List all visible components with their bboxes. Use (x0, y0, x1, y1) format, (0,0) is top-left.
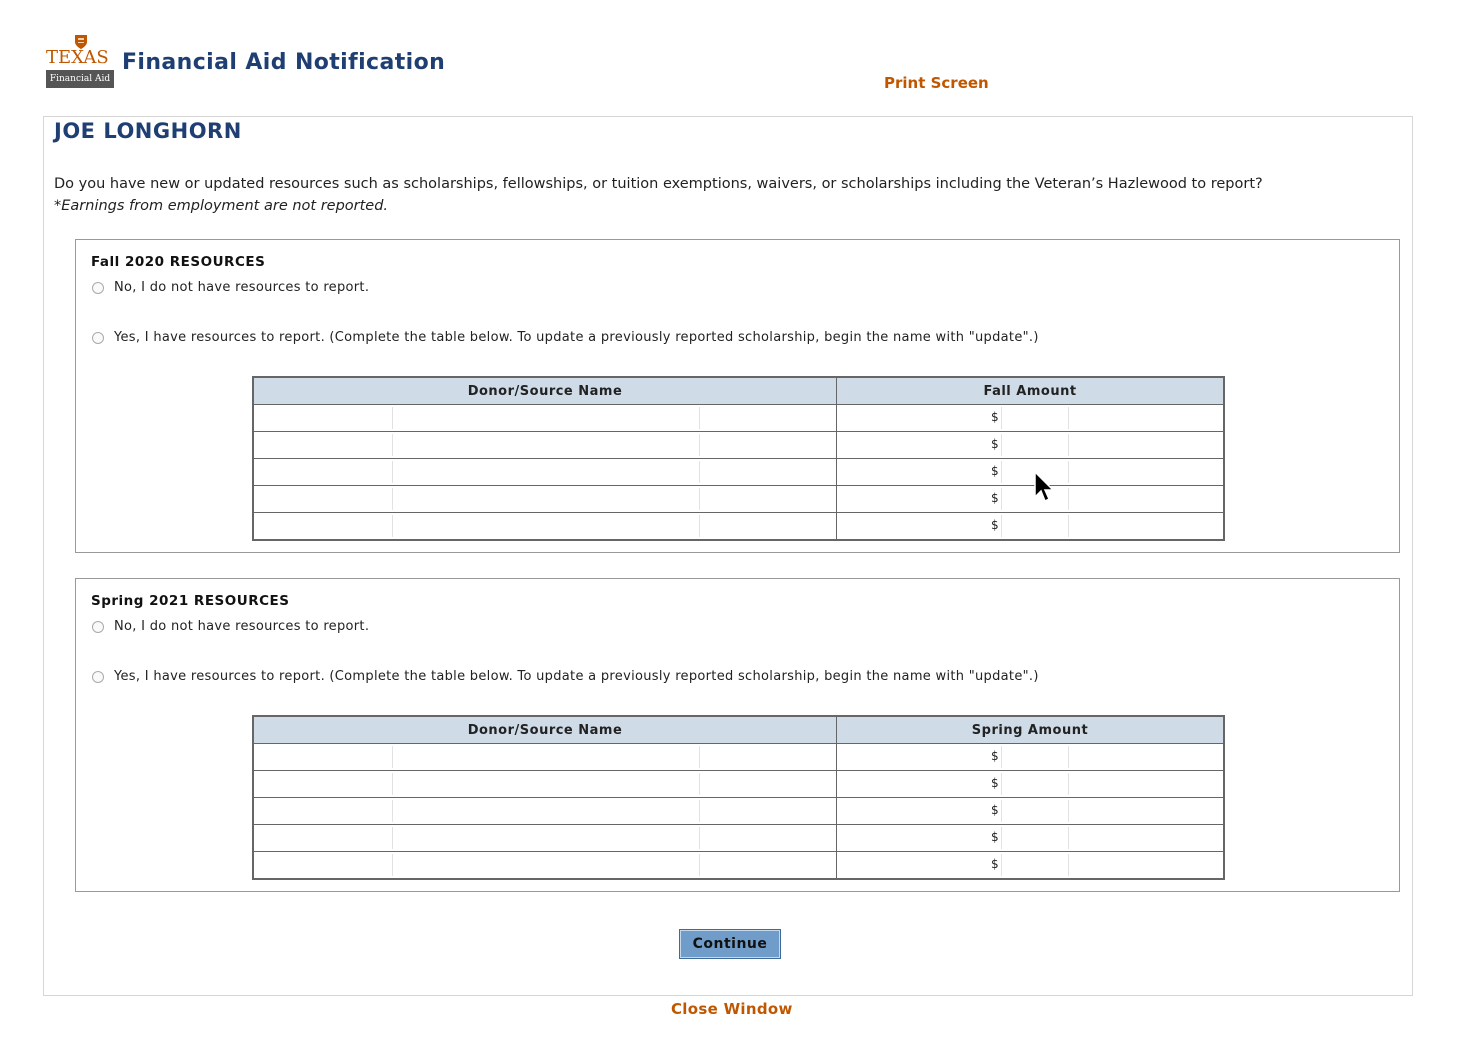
fall-resources-section (75, 239, 1400, 553)
section-title: Spring 2021 RESOURCES (91, 593, 290, 609)
currency-label: $ (991, 518, 999, 532)
table-row (253, 513, 1224, 541)
question-text: Do you have new or updated resources such as scholarships, fellowships, or tuition exemptions, waivers, or scholarships including the Veteran’s Hazlewood to report? (54, 176, 1263, 192)
column-header-amount: Spring Amount (837, 716, 1225, 744)
amount-input[interactable] (1001, 854, 1069, 876)
column-header-name: Donor/Source Name (253, 377, 837, 405)
amount-input[interactable] (1001, 407, 1069, 429)
amount-input[interactable] (1001, 773, 1069, 795)
currency-label: $ (991, 464, 999, 478)
radio-button[interactable] (92, 332, 104, 344)
amount-input[interactable] (1001, 434, 1069, 456)
fall-option-no[interactable] (92, 280, 369, 295)
fall-resources-table (252, 376, 1225, 541)
spring-option-yes[interactable] (92, 669, 1039, 684)
donor-name-input[interactable] (392, 773, 700, 795)
option-label: Yes, I have resources to report. (Complete the table below. To update a previously reported scholarship, begin the name with "update".) (114, 330, 1039, 345)
currency-label: $ (991, 437, 999, 451)
section-title: Fall 2020 RESOURCES (91, 254, 266, 270)
close-window-link[interactable]: Close Window (671, 1000, 793, 1018)
table-row (253, 744, 1224, 771)
donor-name-input[interactable] (392, 488, 700, 510)
currency-label: $ (991, 857, 999, 871)
spring-resources-table (252, 715, 1225, 880)
column-header-amount: Fall Amount (837, 377, 1225, 405)
currency-label: $ (991, 830, 999, 844)
logo-badge: Financial Aid (46, 70, 114, 88)
logo-text: TEXAS (46, 47, 109, 68)
donor-name-input[interactable] (392, 746, 700, 768)
radio-button[interactable] (92, 671, 104, 683)
fall-option-yes[interactable] (92, 330, 1039, 345)
donor-name-input[interactable] (392, 461, 700, 483)
spring-resources-section (75, 578, 1400, 892)
table-row (253, 798, 1224, 825)
donor-name-input[interactable] (392, 515, 700, 537)
main-panel (43, 116, 1413, 996)
donor-name-input[interactable] (392, 434, 700, 456)
table-row (253, 432, 1224, 459)
column-header-name: Donor/Source Name (253, 716, 837, 744)
table-row (253, 459, 1224, 486)
spring-option-no[interactable] (92, 619, 369, 634)
table-row (253, 825, 1224, 852)
amount-input[interactable] (1001, 746, 1069, 768)
donor-name-input[interactable] (392, 800, 700, 822)
table-row (253, 771, 1224, 798)
option-label: Yes, I have resources to report. (Complete the table below. To update a previously reported scholarship, begin the name with "update".) (114, 669, 1039, 684)
donor-name-input[interactable] (392, 407, 700, 429)
radio-button[interactable] (92, 282, 104, 294)
currency-label: $ (991, 776, 999, 790)
continue-button[interactable]: Continue (679, 929, 781, 959)
radio-button[interactable] (92, 621, 104, 633)
table-row (253, 852, 1224, 880)
mouse-pointer-icon (1034, 471, 1056, 505)
donor-name-input[interactable] (392, 854, 700, 876)
amount-input[interactable] (1001, 800, 1069, 822)
resources-question (54, 173, 1263, 217)
option-label: No, I do not have resources to report. (114, 619, 370, 634)
currency-label: $ (991, 803, 999, 817)
currency-label: $ (991, 410, 999, 424)
currency-label: $ (991, 749, 999, 763)
print-screen-link[interactable]: Print Screen (884, 74, 989, 92)
donor-name-input[interactable] (392, 827, 700, 849)
amount-input[interactable] (1001, 515, 1069, 537)
question-note: *Earnings from employment are not reported. (54, 198, 389, 214)
page-title: Financial Aid Notification (122, 50, 446, 75)
table-row (253, 405, 1224, 432)
currency-label: $ (991, 491, 999, 505)
student-name: JOE LONGHORN (54, 119, 242, 143)
amount-input[interactable] (1001, 827, 1069, 849)
ut-logo (46, 34, 116, 88)
table-row (253, 486, 1224, 513)
option-label: No, I do not have resources to report. (114, 280, 370, 295)
